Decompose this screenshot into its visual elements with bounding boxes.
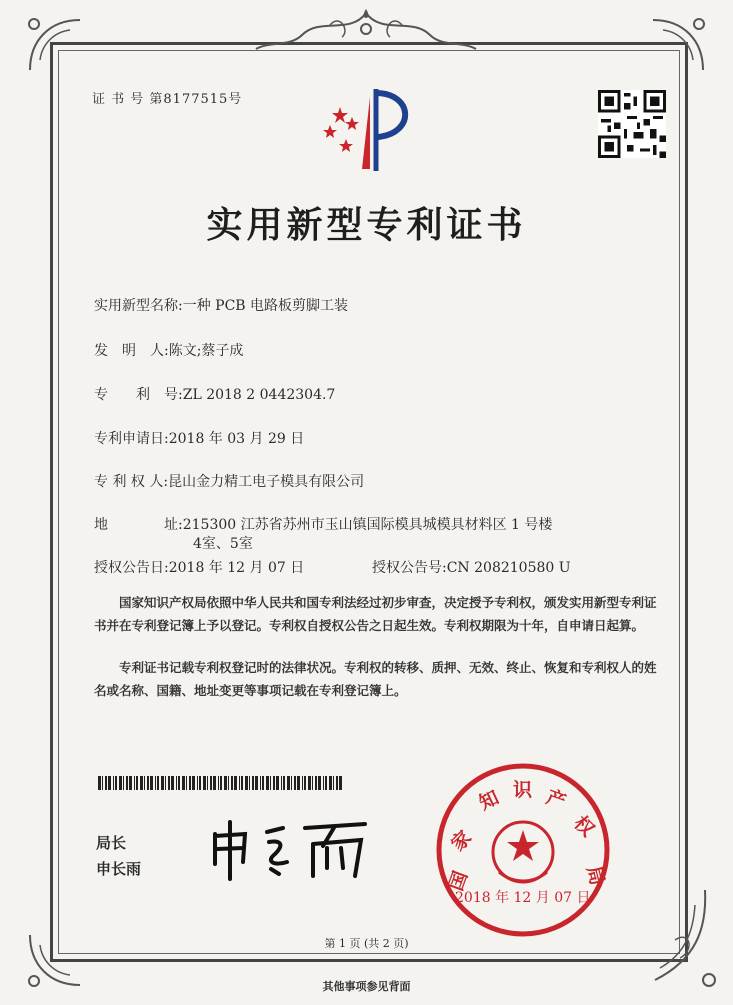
page-number: 第 1 页 (共 2 页) xyxy=(324,937,409,950)
top-ornament xyxy=(250,5,483,55)
director-title: 局长 xyxy=(96,834,127,852)
certificate-number: 证 书 号 第8177515号 xyxy=(92,92,243,107)
patentee-label: 专 利 权 人: xyxy=(94,474,169,490)
grant-number-row xyxy=(372,557,571,577)
filing-date-value: 2018 年 03 月 29 日 xyxy=(168,431,305,447)
inventor-label: 发 明 人: xyxy=(94,343,169,359)
svg-text:产: 产 xyxy=(543,786,569,814)
grant-number-value: CN 208210580 U xyxy=(446,560,571,576)
cnipa-emblem-icon xyxy=(318,85,418,175)
svg-text:权: 权 xyxy=(569,811,599,841)
address-line1: 215300 江苏省苏州市玉山镇国际模具城模具材料区 1 号楼 xyxy=(182,517,553,533)
barcode-icon xyxy=(98,776,344,790)
filing-date-label: 专利申请日: xyxy=(94,431,169,447)
top-right-corner-ornament xyxy=(643,10,713,80)
grant-statement-paragraph: 国家知识产权局依照中华人民共和国专利法经过初步审查，决定授予专利权，颁发实用新型专利证书并在专利登记簿上予以登记。专利权自授权公告之日起生效。专利权期限为十年，自申请日起算。 xyxy=(94,595,657,633)
top-left-corner-ornament xyxy=(20,10,90,80)
utility-name-label: 实用新型名称: xyxy=(94,298,183,314)
patentee-value: 昆山金力精工电子模具有限公司 xyxy=(168,474,365,490)
svg-text:家: 家 xyxy=(446,826,476,856)
patentee-row xyxy=(94,471,364,491)
svg-text:局: 局 xyxy=(582,863,609,888)
director-signature-icon xyxy=(205,814,380,884)
address-row xyxy=(94,514,552,534)
svg-text:识: 识 xyxy=(513,779,533,801)
qr-code-icon xyxy=(598,90,666,158)
filing-date-row xyxy=(94,428,304,448)
patent-number-label: 专 利 号: xyxy=(94,387,183,403)
grant-date-row xyxy=(94,557,304,577)
certificate-title: 实用新型专利证书 xyxy=(206,204,527,246)
svg-text:知: 知 xyxy=(475,786,503,815)
svg-text:国: 国 xyxy=(445,868,473,894)
director-name: 申长雨 xyxy=(96,860,142,878)
grant-number-label: 授权公告号: xyxy=(372,560,447,576)
grant-date-label: 授权公告日: xyxy=(94,560,169,576)
inventor-row xyxy=(94,340,243,360)
utility-name-value: 一种 PCB 电路板剪脚工装 xyxy=(182,298,349,314)
legal-status-paragraph: 专利证书记载专利权登记时的法律状况。专利权的转移、质押、无效、终止、恢复和专利权人的姓名或名称、国籍、地址变更等事项记载在专利登记簿上。 xyxy=(94,660,657,698)
official-seal-icon xyxy=(433,760,613,940)
grant-date-value: 2018 年 12 月 07 日 xyxy=(168,560,305,576)
address-line2: 4室、5室 xyxy=(193,536,253,552)
patent-number-value: ZL 2018 2 0442304.7 xyxy=(182,387,336,403)
address-label: 地 址: xyxy=(94,517,183,533)
patent-number-row xyxy=(94,384,335,404)
inventor-value: 陈文;蔡子成 xyxy=(168,343,244,359)
utility-name-row xyxy=(94,295,348,315)
seal-date: 2018 年 12 月 07 日 xyxy=(455,890,591,906)
footer-note: 其他事项参见背面 xyxy=(322,980,411,993)
